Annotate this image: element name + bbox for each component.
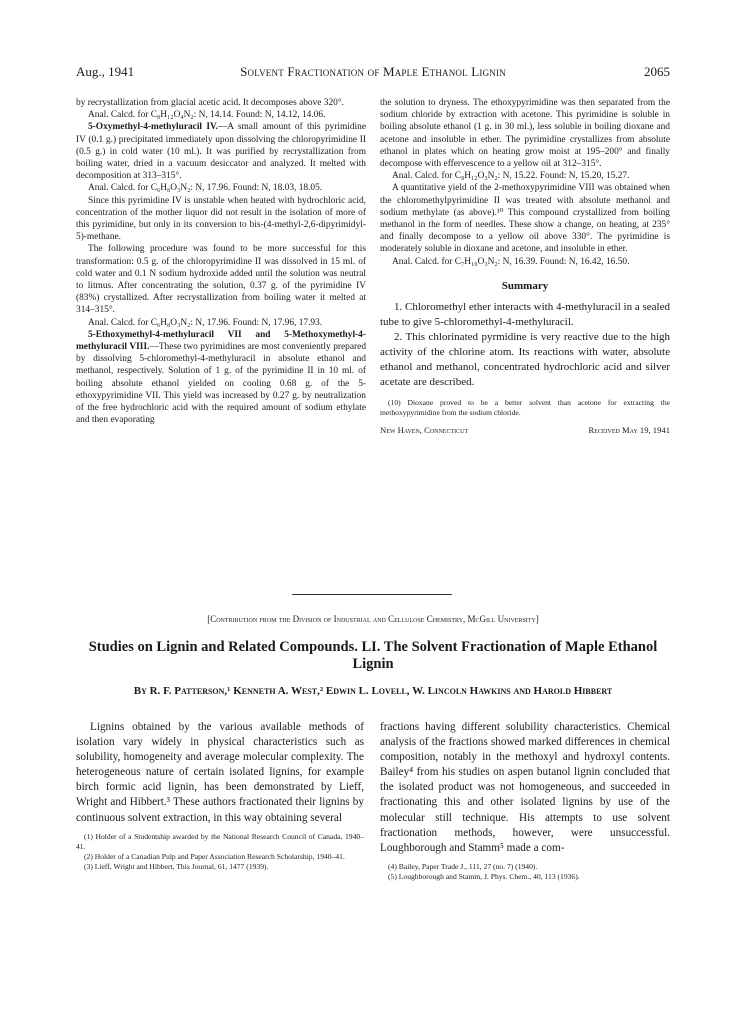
footnote: (1) Holder of a Studentship awarded by the National Research Council of Canada, 1940–41. bbox=[76, 831, 364, 851]
contribution-line: [Contribution from the Division of Industrial and Cellulose Chemistry, McGill University] bbox=[207, 614, 539, 624]
summary-heading: Summary bbox=[501, 279, 549, 292]
paragraph: the solution to dryness. The ethoxypyrimidine was then separated from the sodium chloride by extraction with acetone. This pyrimidine is soluble in boiling absolute ethanol (1 g. in 30 ml.), less soluble in boiling dioxane and acetone and insoluble in ether. The pyrimidine crystallizes from absolute ethanol in plates which on heating grow moist at 195–200° and finally decompose with effervescence to a yellow oil at 312–315°. bbox=[380, 98, 670, 170]
place: New Haven, Connecticut bbox=[380, 425, 469, 436]
article-left-column bbox=[76, 720, 364, 872]
header-title: Solvent Fractionation of Maple Ethanol Lignin bbox=[240, 64, 506, 79]
footnote: (2) Holder of a Canadian Pulp and Paper Association Research Scholarship, 1940–41. bbox=[84, 851, 345, 861]
paragraph: fractions having different solubility characteristics. Chemical analysis of the fractions showed marked differences in chemical composition, notably in the methoxyl and hydroxyl contents. Bailey⁴ from his studies on aspen butanol lignin concluded that the isolated product was not homogeneous, and succeeded in fractionating this and other isolated lignins by use of the molecular still technique. His attempts to use solvent fractionation methods, however, were unsuccessful. Loughborough and Stamm⁵ made a com- bbox=[380, 721, 670, 854]
analysis-line: Anal. Calcd. for C₈H₁₂O₄N₂: N, 14.14. Found: N, 14.12, 14.06. bbox=[88, 110, 326, 121]
received-date: Received May 19, 1941 bbox=[588, 425, 670, 436]
analysis-line: Anal. Calcd. for C₇H₁₀O₃N₂: N, 16.39. Found: N, 16.42, 16.50. bbox=[392, 256, 630, 267]
article-title: Studies on Lignin and Related Compounds. LI. The Solvent Fractionation of Maple Ethanol Lignin bbox=[88, 639, 658, 672]
footnote: (4) Bailey, Paper Trade J., 111, 27 (no. 7) (1940). bbox=[388, 861, 538, 871]
page-number: 2065 bbox=[644, 64, 670, 79]
paragraph-text: —A small amount of this pyrimidine IV (0.1 g.) precipitated immediately upon dissolving the chloropyrimidine II (0.5 g.) in cold water (10 ml.). It was purified by recrystallization from boiling water, dried in a vacuum desiccator and analyzed. It melted with decomposition at 313–315°. bbox=[76, 122, 366, 182]
article-authors: By R. F. Patterson,¹ Kenneth A. West,² Edwin L. Lovell, W. Lincoln Hawkins and Harold Hibbert bbox=[133, 685, 613, 697]
paragraph bbox=[76, 329, 366, 427]
paragraph: Lignins obtained by the various available methods of isolation vary widely in physical characteristics such as solubility, homogeneity and average molecular complexity. The heterogeneous nature of certain isolated lignins, for example birch formic acid lignin, has been demonstrated by Lieff, Wright and Hibbert.³ These authors fractionated their lignins by continuous solvent extraction, in this way obtaining several bbox=[76, 721, 364, 824]
paragraph-text: —These two pyrimidines are most conveniently prepared by dissolving 5-chloromethyl-4-methyluracil in absolute ethanol and methanol, respectively. Solution of 1 g. of the pyrimidine II in 10 ml. of boiling absolute ethanol yielded on cooling 0.68 g. of the 5-ethoxypyrimidine VII. This yield was increased by 0.27 g. by neutralization of the free hydrochloric acid with the required amount of sodium ethylate and then evaporating bbox=[76, 342, 367, 426]
header-date: Aug., 1941 bbox=[76, 64, 135, 79]
paragraph: by recrystallization from glacial acetic acid. It decomposes above 320°. bbox=[76, 98, 344, 108]
section-divider bbox=[292, 594, 452, 595]
paragraph bbox=[76, 121, 366, 182]
paragraph: A quantitative yield of the 2-methoxypyrimidine VIII was obtained when the chloromethylpyrimidine II was treated with absolute methanol and sodium methylate (as above).¹⁰ This compound crystallized from boiling methanol in the form of needles. These show a change, on heating, at 235° and finally decompose to a yellow oil above 330°. The pyrimidine is moderately soluble in dioxane and acetone, and insoluble in ether. bbox=[380, 183, 670, 255]
footnote: (5) Loughborough and Stamm, J. Phys. Chem., 40, 113 (1936). bbox=[388, 871, 580, 881]
signature-line bbox=[380, 424, 670, 438]
right-column-top bbox=[380, 97, 670, 438]
analysis-line: Anal. Calcd. for C₆H₈O₃N₂: N, 17.96. Found: N, 17.96, 17.93. bbox=[88, 317, 323, 328]
footnote: (10) Dioxane proved to be a better solvent than acetone for extracting the methoxypyrimidine from the sodium chloride. bbox=[380, 398, 670, 418]
summary bbox=[380, 300, 670, 390]
article-right-column bbox=[380, 720, 670, 882]
paragraph: Since this pyrimidine IV is unstable when heated with hydrochloric acid, concentration of the mother liquor did not result in the isolation of more of this pyrimidine, but only in its conversion to bis-(4-methyl-2,6-dipyrimidyl-5)-methane. bbox=[76, 195, 366, 243]
compound-heading: 5-Oxymethyl-4-methyluracil IV. bbox=[88, 122, 218, 133]
left-column-top bbox=[76, 97, 366, 426]
running-header bbox=[76, 64, 670, 80]
analysis-line: Anal. Calcd. for C₆H₈O₃N₂: N, 17.96. Found: N, 18.03, 18.05. bbox=[88, 183, 323, 194]
summary-item: 1. Chloromethyl ether interacts with 4-methyluracil in a sealed tube to give 5-chloromethyl-4-methyluracil. bbox=[380, 301, 670, 329]
paragraph: The following procedure was found to be more successful for this transformation: 0.5 g. of the chloropyrimidine II was dissolved in 15 ml. of cold water and 0.1 N sodium hydroxide added until the solution was neutral to litmus. After concentrating the solution, 0.37 g. of the pyrimidine IV (83%) crystallized. After recrystallization from boiling water it melted at 314–315°. bbox=[76, 244, 366, 316]
compound-heading: 5-Ethoxymethyl-4-methyluracil VII and 5-Methoxymethyl-4-methyluracil VIII. bbox=[76, 329, 366, 353]
footnote: (3) Lieff, Wright and Hibbert, This Journal, 61, 1477 (1939). bbox=[84, 861, 269, 871]
summary-item: 2. This chlorinated pyrmidine is very reactive due to the high activity of the chlorine atom. Its reactions with water, absolute ethanol and methanol, concentrated hydrochloric acid and silver acetate are described. bbox=[380, 331, 670, 389]
analysis-line: Anal. Calcd. for C₈H₁₂O₃N₂: N, 15.22. Found: N, 15.20, 15.27. bbox=[392, 171, 630, 182]
